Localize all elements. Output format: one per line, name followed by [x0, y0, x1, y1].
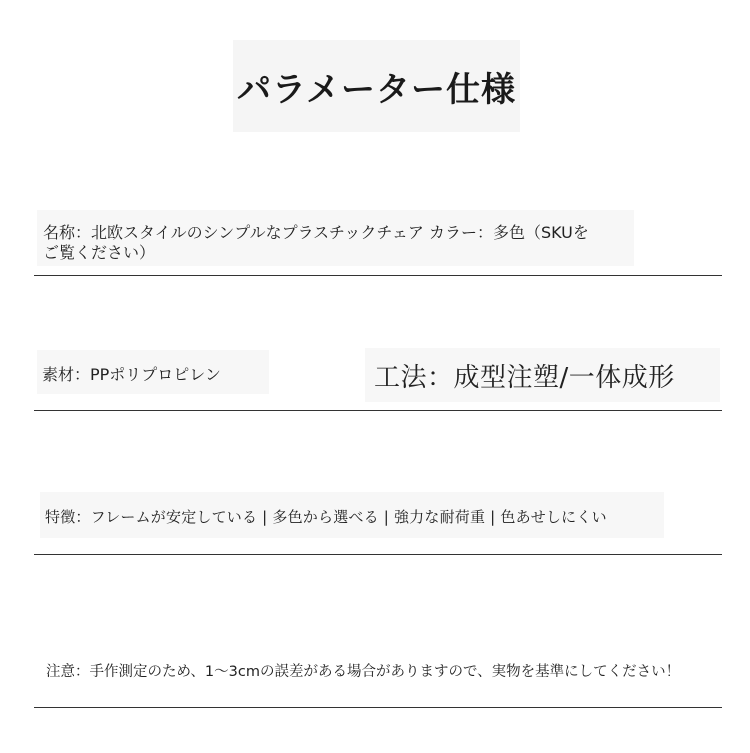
divider — [34, 707, 722, 708]
notice-text: 注意：手作測定のため、1～3cmの誤差がある場合がありますので、実物を基準にしてください！ — [46, 664, 681, 680]
process-spec: 工法：成型注塑/一体成形 — [374, 363, 675, 393]
name-color-line-2: ご覧ください） — [43, 243, 156, 262]
divider — [34, 275, 722, 276]
features-spec: 特徴：フレームが安定している | 多色から選べる | 強力な耐荷重 | 色あせしにくい — [45, 508, 607, 526]
divider — [34, 410, 722, 411]
material-spec: 素材：PPポリプロピレン — [42, 365, 221, 384]
page-title: パラメーター仕様 — [233, 40, 520, 132]
name-color-line-1: 名称：北欧スタイルのシンプルなプラスチックチェア カラー：多色（SKUを — [43, 223, 589, 242]
divider — [34, 554, 722, 555]
